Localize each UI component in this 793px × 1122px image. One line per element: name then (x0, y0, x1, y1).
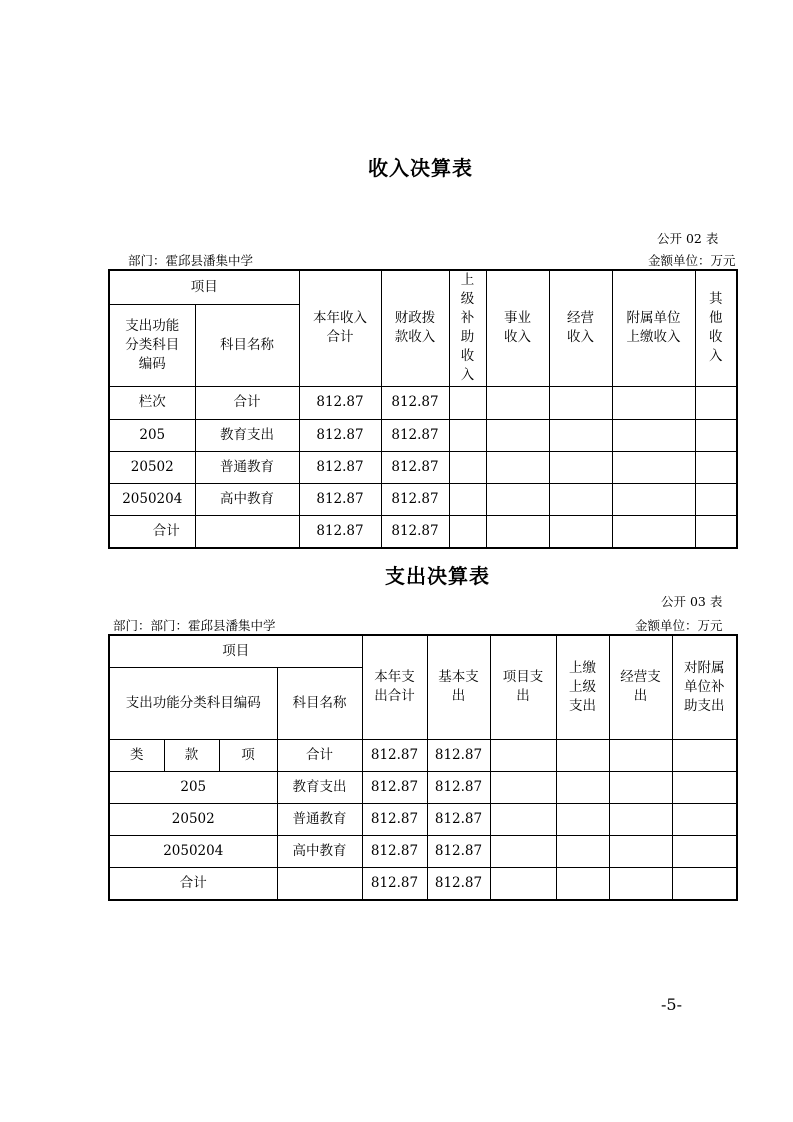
table-row (109, 483, 737, 515)
income-header-business: 事业 收入 (486, 270, 549, 386)
row-code: 栏次 (109, 386, 195, 419)
expense-table (108, 634, 738, 901)
row-code: 20502 (109, 451, 195, 483)
income-amount-unit: 金额单位：万元 (648, 253, 736, 268)
row-name: 教育支出 (195, 419, 299, 451)
table-row (109, 803, 737, 835)
row-name: 合计 (195, 386, 299, 419)
header-lei: 类 (109, 739, 164, 771)
row-code: 合计 (109, 515, 195, 548)
expense-amount-unit: 金额单位：万元 (635, 618, 723, 633)
row-basic: 812.87 (427, 771, 490, 803)
expense-header-item: 项目 (109, 635, 362, 667)
row-fiscal: 812.87 (381, 386, 449, 419)
income-table (108, 269, 738, 549)
table-row (109, 419, 737, 451)
row-total: 812.87 (299, 386, 381, 419)
table-row (109, 451, 737, 483)
expense-header-subsidy: 对附属 单位补 助支出 (672, 635, 737, 739)
row-code: 合计 (109, 867, 277, 900)
row-fiscal: 812.87 (381, 451, 449, 483)
income-header-code: 支出功能 分类科目 编码 (109, 304, 195, 386)
row-name: 普通教育 (195, 451, 299, 483)
income-form-number: 公开 02 表 (657, 231, 719, 246)
income-header-total: 本年收入 合计 (299, 270, 381, 386)
table-row (109, 867, 737, 900)
income-header-operating: 经营 收入 (549, 270, 612, 386)
row-basic: 812.87 (427, 835, 490, 867)
expense-header-upper: 上缴 上级 支出 (556, 635, 609, 739)
page-number: -5- (661, 995, 682, 1014)
expense-header-basic: 基本支 出 (427, 635, 490, 739)
row-basic: 812.87 (427, 803, 490, 835)
table-row (109, 386, 737, 419)
row-total: 812.87 (362, 803, 427, 835)
row-total: 812.87 (362, 835, 427, 867)
row-name (195, 515, 299, 548)
table-row (109, 739, 737, 771)
income-department: 部门：霍邱县潘集中学 (128, 253, 254, 268)
row-total: 812.87 (299, 451, 381, 483)
row-fiscal: 812.87 (381, 483, 449, 515)
header-kuan: 款 (164, 739, 219, 771)
row-basic: 812.87 (427, 867, 490, 900)
row-name: 教育支出 (277, 771, 362, 803)
expense-department: 部门：部门：霍邱县潘集中学 (113, 618, 276, 633)
expense-form-number: 公开 03 表 (661, 594, 723, 609)
row-fiscal: 812.87 (381, 419, 449, 451)
header-xiang: 项 (219, 739, 277, 771)
row-total: 812.87 (362, 739, 427, 771)
row-total: 812.87 (362, 771, 427, 803)
row-name: 普通教育 (277, 803, 362, 835)
table-row (109, 835, 737, 867)
expense-header-name: 科目名称 (277, 667, 362, 739)
expense-title: 支出决算表 (385, 564, 490, 588)
income-header-name: 科目名称 (195, 304, 299, 386)
row-code: 2050204 (109, 835, 277, 867)
row-fiscal: 812.87 (381, 515, 449, 548)
income-header-item: 项目 (109, 270, 299, 304)
row-name: 合计 (277, 739, 362, 771)
table-row (109, 515, 737, 548)
row-total: 812.87 (299, 483, 381, 515)
row-code: 2050204 (109, 483, 195, 515)
row-total: 812.87 (299, 419, 381, 451)
row-total: 812.87 (299, 515, 381, 548)
row-basic: 812.87 (427, 739, 490, 771)
expense-header-code: 支出功能分类科目编码 (109, 667, 277, 739)
income-header-other: 其 他 收 入 (695, 270, 737, 386)
row-name: 高中教育 (195, 483, 299, 515)
row-code: 20502 (109, 803, 277, 835)
income-header-upper-subsidy: 上 级 补 助 收 入 (449, 270, 486, 386)
income-header-affiliated: 附属单位 上缴收入 (612, 270, 695, 386)
income-header-fiscal: 财政拨 款收入 (381, 270, 449, 386)
row-total: 812.87 (362, 867, 427, 900)
row-code: 205 (109, 419, 195, 451)
expense-header-operating: 经营支 出 (609, 635, 672, 739)
expense-header-total: 本年支 出合计 (362, 635, 427, 739)
row-name: 高中教育 (277, 835, 362, 867)
expense-header-project: 项目支 出 (490, 635, 556, 739)
income-title: 收入决算表 (368, 156, 473, 180)
row-name (277, 867, 362, 900)
table-row (109, 771, 737, 803)
row-code: 205 (109, 771, 277, 803)
